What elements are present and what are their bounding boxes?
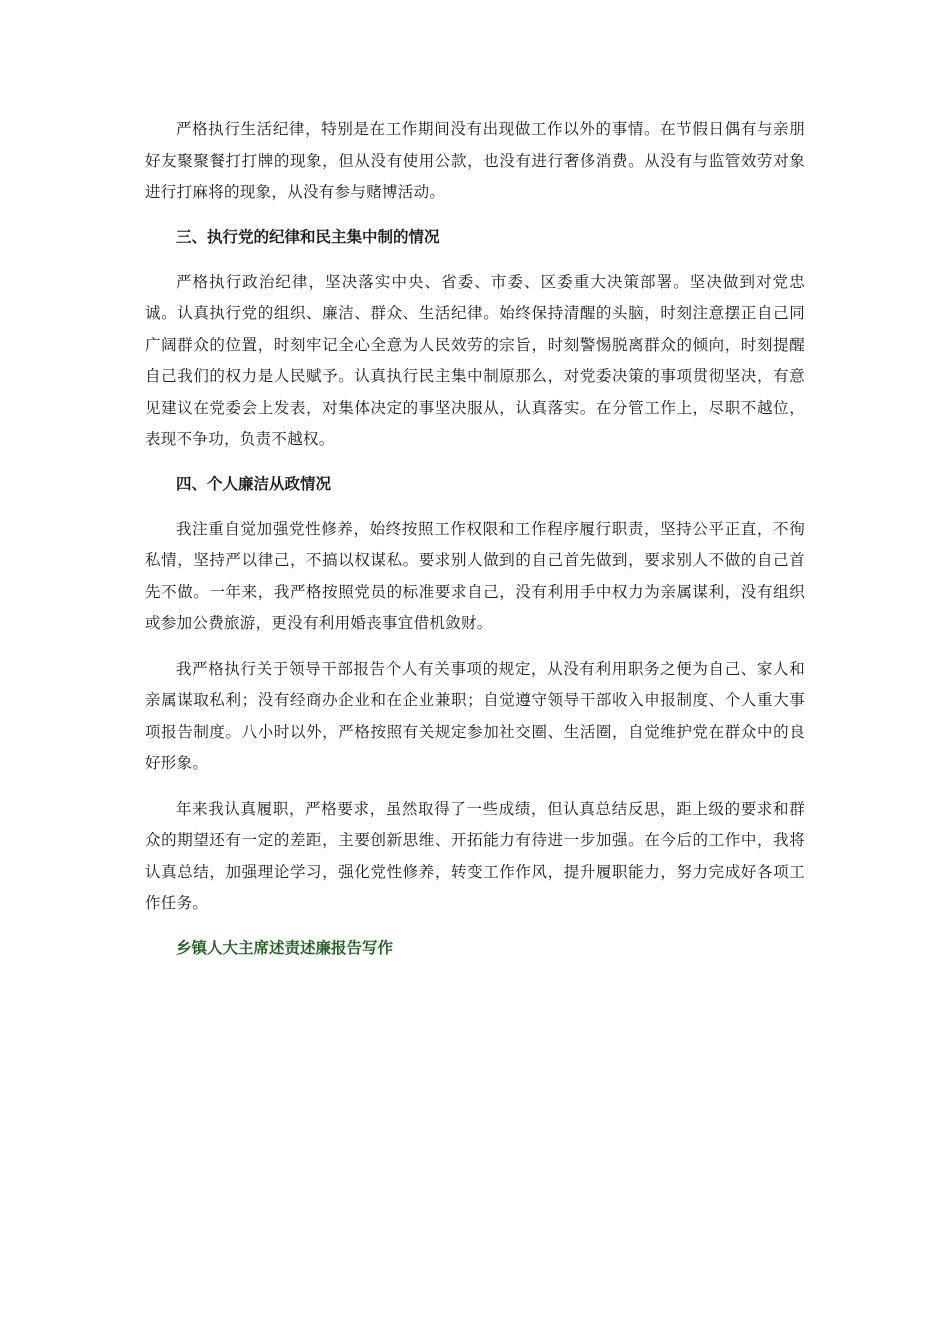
paragraph-party-spirit: 我注重自觉加强党性修养，始终按照工作权限和工作程序履行职责，坚持公平正直，不徇私情，坚持严以律己，不搞以权谋私。要求别人做到的自己首先做到，要求别人不做的自己首先不做。一年来，我严格按照党员的标准要求自己，没有利用手中权力为亲属谋利，没有组织或参加公费旅游，更没有利用婚丧事宜借机敛财。 bbox=[145, 519, 805, 632]
paragraph-summary: 年来我认真履职，严格要求，虽然取得了一些成绩，但认真总结反思，距上级的要求和群众的期望还有一定的差距，主要创新思维、开拓能力有待进一步加强。在今后的工作中，我将认真总结，加强理论学习，强化党性修养，转变工作作风，提升履职能力，努力完成好各项工作任务。 bbox=[145, 799, 805, 912]
section-heading-party-discipline: 三、执行党的纪律和民主集中制的情况 bbox=[176, 227, 440, 246]
paragraph-life-discipline: 严格执行生活纪律，特别是在工作期间没有出现做工作以外的事情。在节假日偶有与亲朋好友聚聚餐打打牌的现象，但从没有使用公款，也没有进行奢侈消费。从没有与监管效劳对象进行打麻将的现象，从没有参与赌博活动。 bbox=[145, 120, 805, 201]
related-article-title: 乡镇人大主席述责述廉报告写作 bbox=[176, 938, 394, 957]
section-heading-integrity: 四、个人廉洁从政情况 bbox=[176, 474, 332, 493]
paragraph-personal-matters: 我严格执行关于领导干部报告个人有关事项的规定，从没有利用职务之便为自己、家人和亲属谋取私利；没有经商办企业和在企业兼职；自觉遵守领导干部收入申报制度、个人重大事项报告制度。八小时以外，严格按照有关规定参加社交圈、生活圈，自觉维护党在群众中的良好形象。 bbox=[145, 659, 805, 772]
document-page bbox=[145, 114, 805, 962]
paragraph-political-discipline: 严格执行政治纪律，坚决落实中央、省委、市委、区委重大决策部署。坚决做到对党忠诚。认真执行党的组织、廉洁、群众、生活纪律。始终保持清醒的头脑，时刻注意摆正自己同广阔群众的位置，时刻牢记全心全意为人民效劳的宗旨，时刻警惕脱离群众的倾向，时刻提醒自己我们的权力是人民赋予。认真执行民主集中制原那么，对党委决策的事项贯彻坚决，有意见建议在党委会上发表，对集体决定的事坚决服从，认真落实。在分管工作上，尽职不越位，表现不争功，负责不越权。 bbox=[145, 272, 805, 448]
